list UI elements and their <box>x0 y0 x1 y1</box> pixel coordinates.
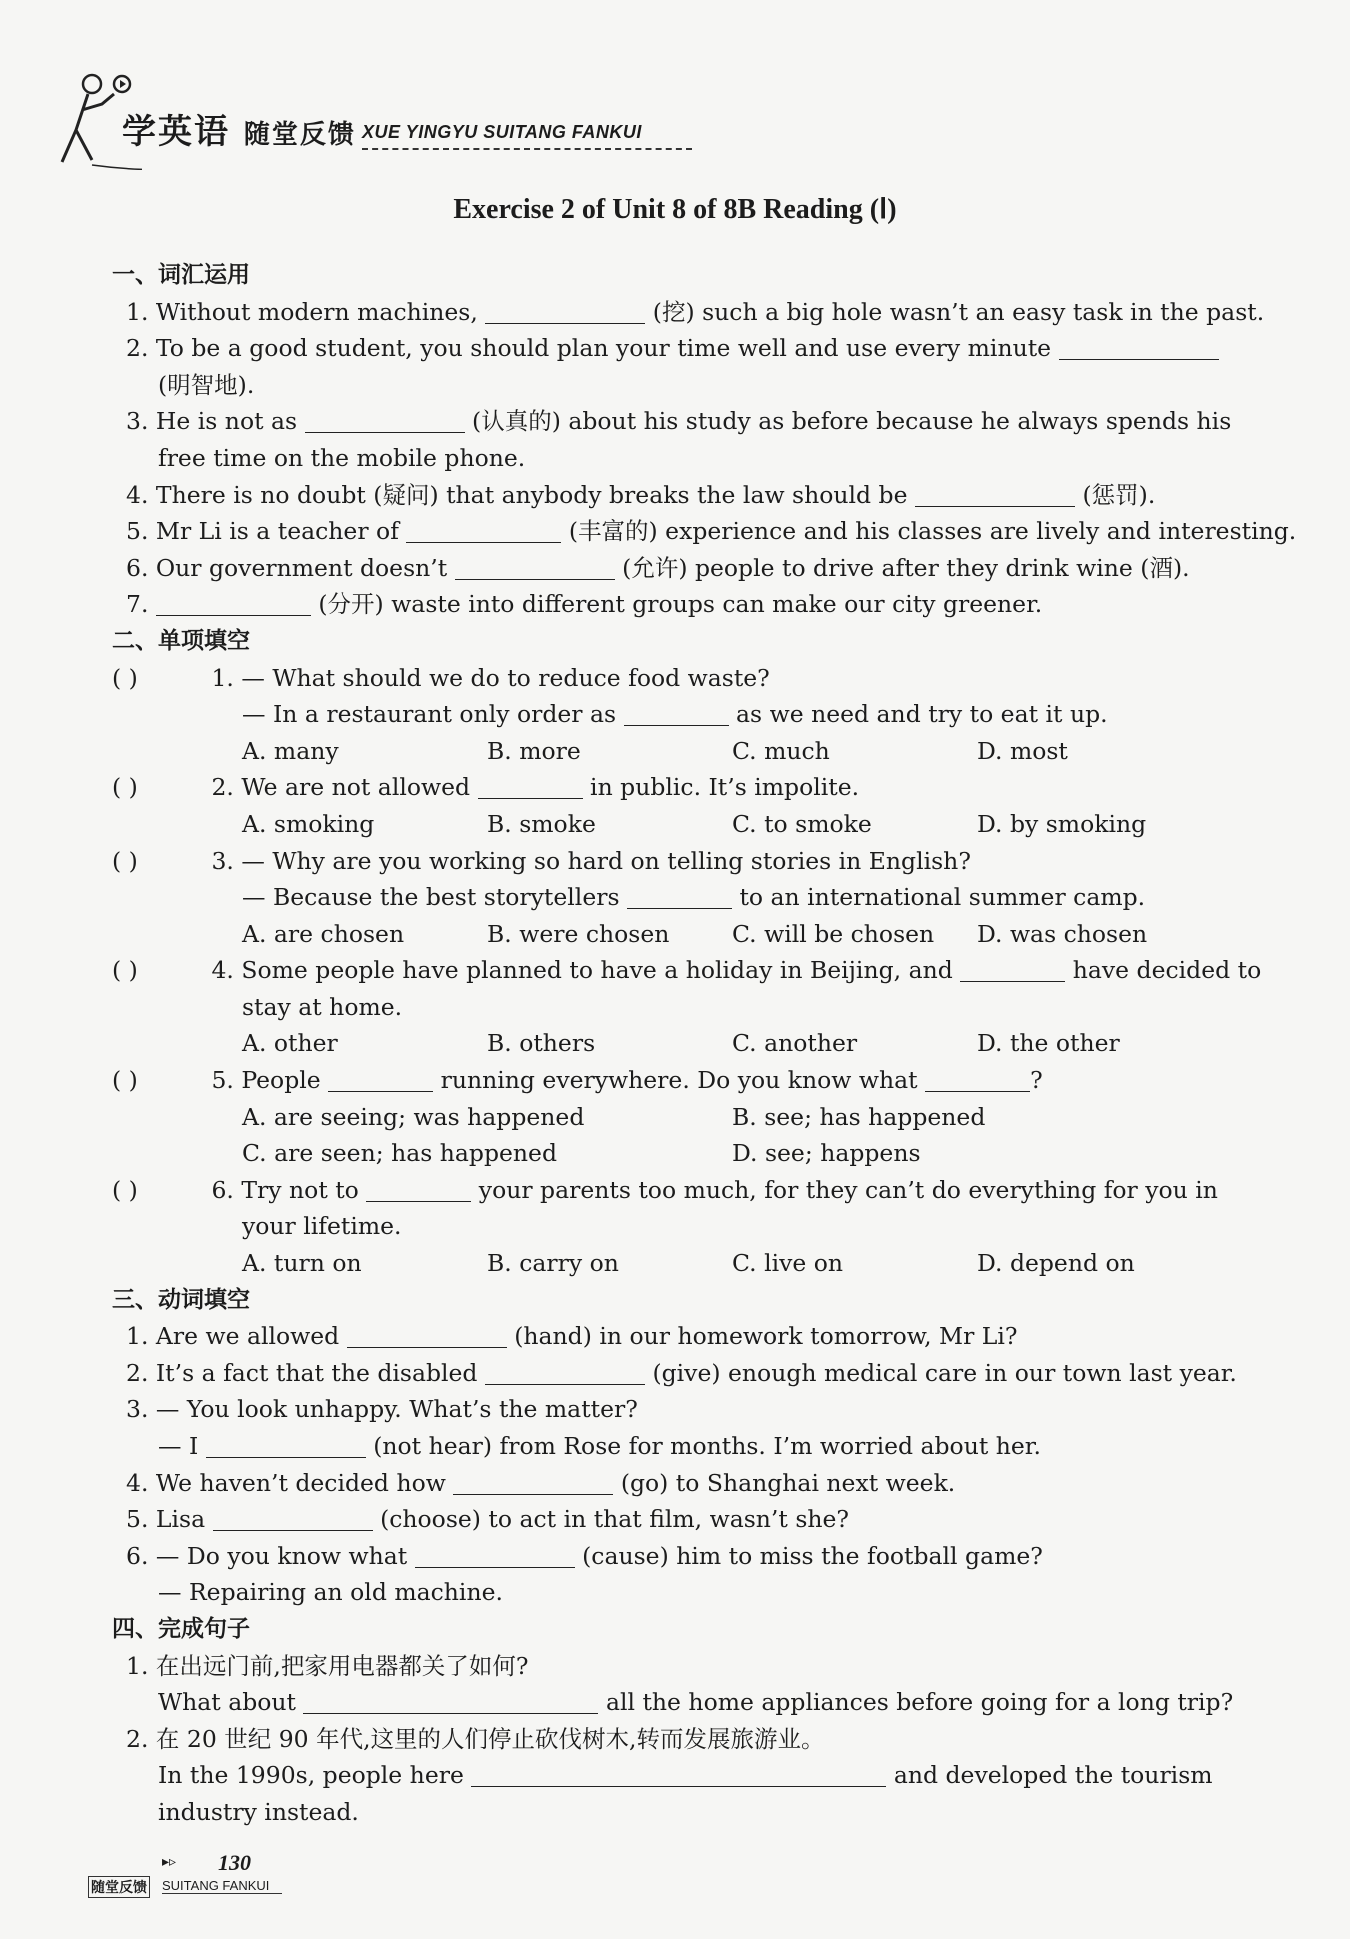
options-line <box>112 733 1232 770</box>
options-line <box>112 1099 1232 1136</box>
question-text: ? <box>1030 1066 1043 1095</box>
answer-parentheses[interactable]: ( ) <box>112 1175 138 1204</box>
question-text: (惩罚). <box>1082 480 1156 509</box>
question-text: (hand) in our homework tomorrow, Mr Li? <box>514 1322 1018 1351</box>
question-line <box>112 1465 1232 1502</box>
question-line <box>112 696 1232 733</box>
question-text: 3. He is not as <box>126 407 298 436</box>
answer-blank[interactable] <box>478 774 583 799</box>
question-text: What about <box>158 1688 296 1717</box>
question-text: 5. Lisa <box>126 1505 206 1534</box>
question-line <box>112 1428 1232 1465</box>
question-text: 2. It’s a fact that the disabled <box>126 1358 478 1387</box>
question-text: (分开) waste into different groups can make our city greener. <box>318 590 1043 619</box>
question-text: (cause) him to miss the football game? <box>582 1541 1043 1570</box>
brand-title <box>122 104 356 153</box>
question-text: (丰富的) experience and his classes are lively and interesting. <box>568 517 1297 546</box>
header-logo <box>52 70 652 170</box>
question-text: 4. Some people have planned to have a holiday in Beijing, and <box>211 956 953 985</box>
answer-blank[interactable] <box>485 1360 645 1385</box>
option-d[interactable]: D. was chosen <box>977 919 1148 948</box>
section-heading: 二、单项填空 <box>112 627 250 654</box>
question-text: (允许) people to drive after they drink wine (酒). <box>622 553 1190 582</box>
question-line: (明智地). <box>158 370 255 399</box>
question-line <box>112 660 1232 697</box>
question-line: 3. — You look unhappy. What’s the matter? <box>126 1395 638 1424</box>
option-d[interactable]: D. by smoking <box>977 809 1147 838</box>
question-text: — I <box>158 1432 199 1460</box>
answer-parentheses[interactable]: ( ) <box>112 773 138 802</box>
question-line <box>112 1757 1232 1794</box>
question-text: 1. — What should we do to reduce food waste? <box>211 663 770 692</box>
question-line <box>112 403 1232 440</box>
options-line <box>112 1245 1232 1282</box>
option-a[interactable]: A. smoking <box>242 809 375 838</box>
question-text: In the 1990s, people here <box>158 1761 464 1790</box>
question-text: your parents too much, for they can’t do everything for you in <box>478 1175 1218 1204</box>
question-line <box>112 952 1262 989</box>
options-line <box>112 1025 1232 1062</box>
options-line <box>112 916 1232 953</box>
option-b[interactable]: B. were chosen <box>487 919 670 948</box>
question-text: 5. Mr Li is a teacher of <box>126 517 399 546</box>
question-line: 2. 在 20 世纪 90 年代,这里的人们停止砍伐树木,转而发展旅游业。 <box>126 1724 825 1753</box>
question-line <box>112 330 1232 367</box>
exercise-content <box>112 257 1297 1831</box>
question-text: running everywhere. Do you know what <box>440 1066 918 1095</box>
question-line <box>112 1501 1232 1538</box>
brand-cn-1: 学英语 <box>122 112 230 152</box>
options-line <box>112 1135 1232 1172</box>
option-d[interactable]: D. see; happens <box>732 1139 921 1168</box>
option-b[interactable]: B. smoke <box>487 809 596 838</box>
option-c[interactable]: C. will be chosen <box>732 919 935 948</box>
question-text: 2. To be a good student, you should plan your time well and use every minute <box>126 334 1052 363</box>
answer-blank[interactable] <box>485 299 645 324</box>
question-text: to an international summer camp. <box>739 883 1146 912</box>
question-text: and developed the tourism <box>893 1761 1213 1790</box>
answer-blank[interactable] <box>156 591 311 616</box>
option-a[interactable]: A. other <box>242 1029 338 1058</box>
question-line: industry instead. <box>158 1797 359 1826</box>
question-line <box>112 879 1232 916</box>
answer-blank[interactable] <box>925 1067 1030 1092</box>
question-line <box>112 513 1297 550</box>
question-text: 6. Our government doesn’t <box>126 553 448 582</box>
option-a[interactable]: A. are seeing; was happened <box>242 1102 585 1131</box>
question-line <box>112 1355 1237 1392</box>
question-line <box>112 1684 1232 1721</box>
question-line <box>112 843 1232 880</box>
option-a[interactable]: A. turn on <box>242 1249 362 1278</box>
option-b[interactable]: B. more <box>487 736 581 765</box>
question-line <box>112 1538 1232 1575</box>
question-text: 6. — Do you know what <box>126 1541 408 1570</box>
question-text: 3. — Why are you working so hard on telling stories in English? <box>211 846 971 875</box>
question-text: have decided to <box>1072 956 1262 985</box>
question-text: 1. Are we allowed <box>126 1322 340 1351</box>
question-text: 2. We are not allowed <box>211 773 471 802</box>
footer-subtitle: SUITANG FANKUI <box>162 1878 282 1894</box>
arrow-icon: ▸▹ <box>162 1854 177 1870</box>
option-c[interactable]: C. live on <box>732 1249 844 1278</box>
question-text: (not hear) from Rose for months. I’m worried about her. <box>373 1432 1041 1460</box>
option-c[interactable]: C. another <box>732 1029 858 1058</box>
question-line <box>112 769 1232 806</box>
page-title: Exercise 2 of Unit 8 of 8B Reading (Ⅰ) <box>453 194 897 225</box>
question-line <box>112 294 1265 331</box>
answer-blank[interactable] <box>347 1323 507 1348</box>
option-c[interactable]: C. are seen; has happened <box>242 1139 558 1168</box>
answer-blank[interactable] <box>406 518 561 543</box>
answer-blank[interactable] <box>328 1067 433 1092</box>
question-text: 4. There is no doubt (疑问) that anybody breaks the law should be <box>126 480 908 509</box>
option-a[interactable]: A. many <box>242 736 339 765</box>
answer-blank[interactable] <box>471 1762 886 1787</box>
option-a[interactable]: A. are chosen <box>242 919 405 948</box>
question-text: (choose) to act in that film, wasn’t she? <box>380 1505 850 1534</box>
question-text: in public. It’s impolite. <box>590 773 860 802</box>
question-line <box>112 477 1232 514</box>
section-heading: 四、完成句子 <box>112 1615 250 1642</box>
question-text: as we need and try to eat it up. <box>736 700 1108 729</box>
question-line <box>112 550 1232 587</box>
question-line: stay at home. <box>242 992 403 1021</box>
answer-parentheses[interactable]: ( ) <box>112 663 138 692</box>
question-text: all the home appliances before going for a long trip? <box>605 1688 1234 1717</box>
options-line <box>112 806 1232 843</box>
question-text: 7. <box>126 590 149 619</box>
brand-subtitle: XUE YINGYU SUITANG FANKUI <box>362 122 642 142</box>
question-text: 6. Try not to <box>211 1175 359 1204</box>
option-c[interactable]: C. to smoke <box>732 809 872 838</box>
brand-cn-2: 随堂反馈 <box>243 120 356 150</box>
question-line: free time on the mobile phone. <box>158 443 526 472</box>
option-d[interactable]: D. the other <box>977 1029 1120 1058</box>
option-b[interactable]: B. others <box>487 1029 596 1058</box>
question-text: 1. Without modern machines, <box>126 297 478 326</box>
answer-blank[interactable] <box>915 482 1075 507</box>
question-line <box>112 1062 1232 1099</box>
answer-blank[interactable] <box>303 1689 598 1714</box>
answer-blank[interactable] <box>455 555 615 580</box>
question-line: your lifetime. <box>242 1212 402 1241</box>
answer-blank[interactable] <box>453 1470 613 1495</box>
question-line: — Repairing an old machine. <box>158 1578 503 1607</box>
question-text: 5. People <box>211 1066 321 1095</box>
answer-blank[interactable] <box>624 701 729 726</box>
question-text: 4. We haven’t decided how <box>126 1468 446 1497</box>
page-number: 130 <box>218 1850 251 1875</box>
question-text: (give) enough medical care in our town last year. <box>652 1358 1237 1387</box>
section-heading: 三、动词填空 <box>112 1286 250 1313</box>
answer-parentheses[interactable]: ( ) <box>112 1066 138 1095</box>
section-heading: 一、词汇运用 <box>112 262 250 288</box>
question-text: (go) to Shanghai next week. <box>620 1468 956 1497</box>
answer-blank[interactable] <box>627 884 732 909</box>
answer-blank[interactable] <box>1059 335 1219 360</box>
answer-blank[interactable] <box>213 1506 373 1531</box>
option-b[interactable]: B. see; has happened <box>732 1102 986 1131</box>
answer-blank[interactable] <box>960 957 1065 982</box>
answer-blank[interactable] <box>305 408 465 433</box>
question-text: (认真的) about his study as before because he always spends his <box>472 407 1232 436</box>
question-text: — In a restaurant only order as <box>242 700 617 729</box>
answer-parentheses[interactable]: ( ) <box>112 956 138 985</box>
option-d[interactable]: D. depend on <box>977 1249 1135 1278</box>
question-line <box>112 586 1232 623</box>
header-rule <box>362 148 692 150</box>
option-d[interactable]: D. most <box>977 736 1068 765</box>
answer-blank[interactable] <box>415 1543 575 1568</box>
answer-blank[interactable] <box>206 1433 366 1458</box>
option-b[interactable]: B. carry on <box>487 1249 619 1278</box>
question-line <box>112 1172 1232 1209</box>
footer-tag: 随堂反馈 <box>88 1876 150 1898</box>
answer-parentheses[interactable]: ( ) <box>112 846 138 875</box>
question-text: (挖) such a big hole wasn’t an easy task in the past. <box>652 297 1265 326</box>
question-line <box>112 1318 1232 1355</box>
question-line: 1. 在出远门前,把家用电器都关了如何? <box>126 1651 529 1680</box>
answer-blank[interactable] <box>366 1177 471 1202</box>
question-text: — Because the best storytellers <box>242 883 620 912</box>
option-c[interactable]: C. much <box>732 736 830 765</box>
